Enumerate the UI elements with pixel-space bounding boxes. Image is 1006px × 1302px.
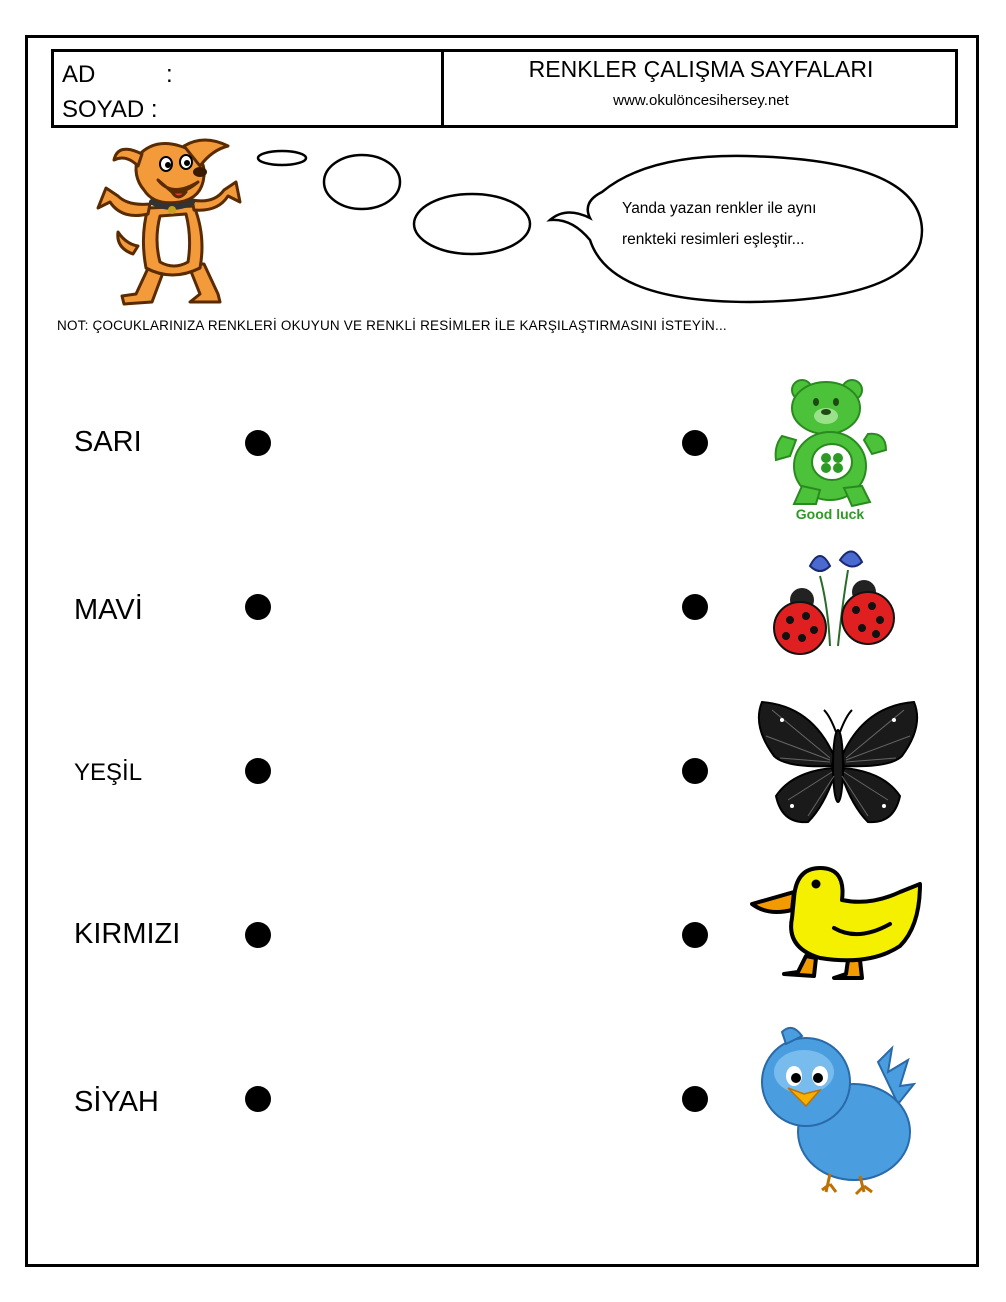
- color-word-4: KIRMIZI: [74, 918, 181, 950]
- bubble-line-1: Yanda yazan renkler ile aynı: [622, 200, 817, 217]
- page-title: RENKLER ÇALIŞMA SAYFALARI: [528, 56, 874, 82]
- left-dot-5[interactable]: [245, 1086, 271, 1112]
- instruction-note: NOT: ÇOCUKLARINIZA RENKLERİ OKUYUN VE RENKLİ RESİMLER İLE KARŞILAŞTIRMASINI İSTEYİN...: [57, 318, 727, 333]
- color-word-1: SARI: [74, 426, 142, 458]
- thought-bubbles: [250, 140, 930, 315]
- left-dot-2[interactable]: [245, 594, 271, 620]
- right-dot-2[interactable]: [682, 594, 708, 620]
- ladybugs-picture: [772, 546, 898, 664]
- surname-field[interactable]: [62, 96, 158, 124]
- color-word-5: SİYAH: [74, 1086, 159, 1118]
- site-url: www.okulöncesihersey.net: [613, 92, 789, 109]
- name-label: AD: [62, 61, 96, 88]
- left-dot-1[interactable]: [245, 430, 271, 456]
- dog-illustration: [88, 136, 258, 308]
- right-dot-3[interactable]: [682, 758, 708, 784]
- butterfly-picture: [752, 696, 924, 830]
- right-dot-1[interactable]: [682, 430, 708, 456]
- left-dot-3[interactable]: [245, 758, 271, 784]
- blue-bird-picture: [760, 1020, 916, 1196]
- right-dot-4[interactable]: [682, 922, 708, 948]
- surname-label: SOYAD :: [62, 96, 158, 123]
- left-dot-4[interactable]: [245, 922, 271, 948]
- bubble-line-2: renkteki resimleri eşleştir...: [622, 231, 805, 248]
- color-word-2: MAVİ: [74, 594, 143, 626]
- name-colon: :: [166, 61, 173, 88]
- bear-caption: Good luck: [795, 506, 865, 522]
- green-bear-picture: [768, 376, 892, 524]
- name-field[interactable]: [62, 61, 173, 89]
- color-word-3: YEŞİL: [74, 759, 143, 786]
- right-dot-5[interactable]: [682, 1086, 708, 1112]
- duck-picture: [750, 862, 928, 988]
